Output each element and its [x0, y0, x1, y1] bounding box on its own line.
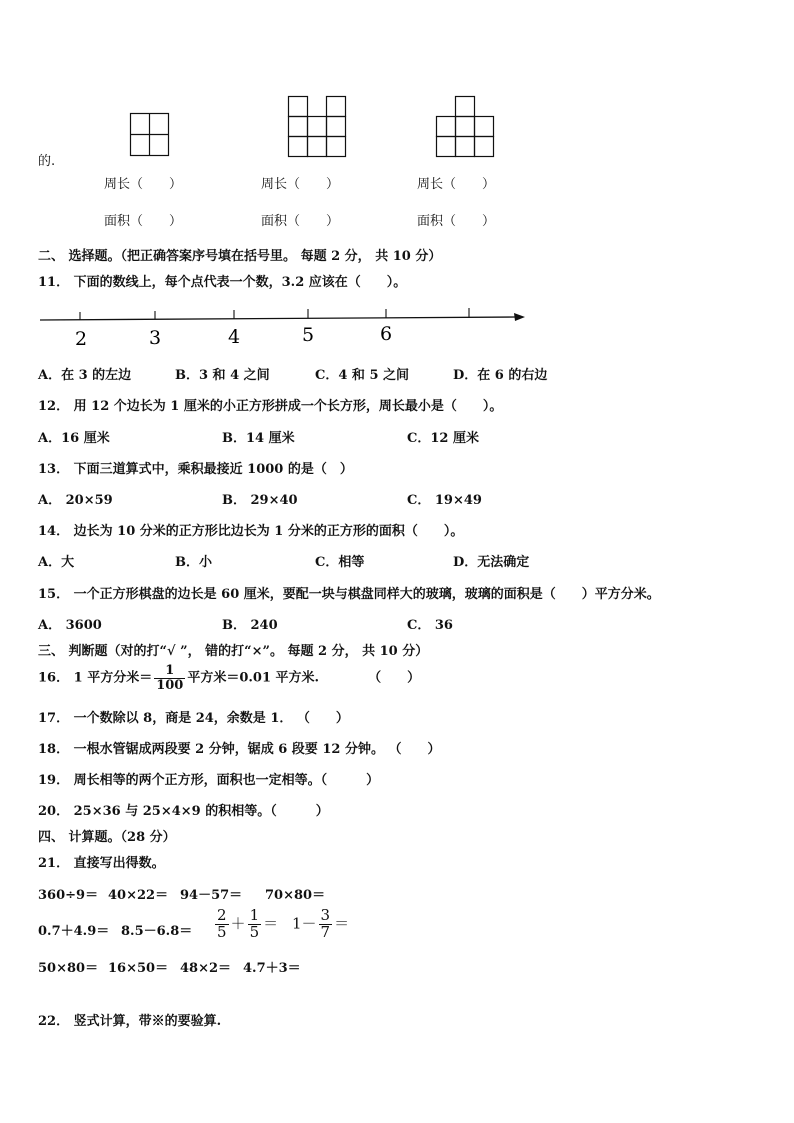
q17 [38, 707, 349, 726]
shape2-area: 面积（ ） [261, 214, 340, 229]
q21-f1-n1: 2 [217, 906, 227, 924]
q20-text: 20． 25×36 与 25×4×9 的积相等。 [38, 804, 271, 819]
q13-option-a: A． 20×59 [38, 493, 113, 508]
q18 [38, 738, 441, 757]
q16-frac-den: 100 [156, 677, 184, 693]
q21-r3-b: 16×50＝ [108, 961, 169, 976]
section2-title: 选择题。（把正确答案序号填在括号里。 每题 2 分， 共 10 分） [68, 249, 442, 264]
q14-option-a: A．大 [38, 555, 75, 570]
q12-option-b: B．14 厘米 [222, 431, 295, 446]
q21-f1-eq: ＝ [263, 914, 279, 933]
q21-fraction-sum [213, 908, 278, 941]
q21-f1-n2: 1 [249, 906, 260, 924]
q21-f2-d: 7 [320, 922, 331, 941]
q21-r3-a: 50×80＝ [38, 961, 99, 976]
q21-r1-c: 94－57＝ [180, 888, 243, 903]
nl-label-2: 2 [75, 328, 88, 350]
q21-f2-n: 3 [320, 906, 331, 924]
section2-number: 二、 [38, 249, 65, 264]
section3-title: 判断题（对的打“√ ”， 错的打“×”。 每题 2 分， 共 10 分） [68, 644, 429, 659]
q21-r2-b: 8.5－6.8＝ [121, 924, 193, 939]
section4-number: 四、 [38, 830, 65, 845]
q21-r3-c: 48×2＝ [180, 961, 232, 976]
shape2-perimeter: 周长（ ） [261, 177, 340, 192]
shape3-perimeter: 周长（ ） [417, 177, 496, 192]
q16-frac-num: 1 [154, 664, 185, 679]
shape-seven-squares [436, 96, 496, 158]
q21-f1-d2: 5 [249, 922, 260, 941]
section3-number: 三、 [38, 644, 65, 659]
q14-option-d: D．无法确定 [453, 555, 530, 570]
q16-answer-paren[interactable]: （ ） [368, 670, 421, 686]
shape3-area: 面积（ ） [417, 214, 496, 229]
q12-option-a: A．16 厘米 [38, 431, 110, 446]
q12-option-c: C．12 厘米 [407, 431, 479, 446]
nl-label-5: 5 [302, 324, 315, 346]
q21-f1-d1: 5 [217, 922, 227, 941]
q21-r1-d: 70×80＝ [265, 888, 326, 903]
q14-option-c: C．相等 [315, 555, 365, 570]
q13-option-c: C． 19×49 [407, 493, 482, 508]
q11-stem: 11． 下面的数线上，每个点代表一个数，3.2 应该在（ ）。 [38, 275, 407, 290]
q15-option-a: A． 3600 [38, 618, 102, 633]
section4-title: 计算题。（28 分） [68, 830, 176, 845]
q16-pre: 16． 1 平方分米＝ [38, 670, 153, 686]
section2-heading [38, 245, 441, 264]
q19 [38, 769, 379, 788]
q13-option-b: B． 29×40 [222, 493, 298, 508]
q11-option-b: B．3 和 4 之间 [175, 368, 270, 383]
q11-option-c: C．4 和 5 之间 [315, 368, 410, 383]
q20 [38, 800, 329, 819]
q22-stem: 22． 竖式计算，带※的要验算. [38, 1014, 222, 1029]
q15-stem: 15． 一个正方形棋盘的边长是 60 厘米，要配一块与棋盘同样大的玻璃，玻璃的面积是（ ）平方分米。 [38, 587, 660, 602]
q13-stem: 13． 下面三道算式中，乘积最接近 1000 的是（ ） [38, 462, 353, 477]
q18-answer-paren[interactable]: （ ） [388, 742, 441, 757]
q16-post: 平方米＝0.01 平方米. [187, 670, 320, 686]
shape1-perimeter: 周长（ ） [104, 177, 183, 192]
q10-tail: 的. [38, 154, 56, 169]
q12-stem: 12． 用 12 个边长为 1 厘米的小正方形拼成一个长方形，周长最小是（ ）。 [38, 399, 503, 414]
q18-text: 18． 一根水管锯成两段要 2 分钟，锯成 6 段要 12 分钟。 [38, 742, 384, 757]
q21-r3-d: 4.7＋3＝ [243, 961, 301, 976]
section3-heading [38, 640, 428, 659]
q14-stem: 14． 边长为 10 分米的正方形比边长为 1 分米的正方形的面积（ ）。 [38, 524, 464, 539]
q21-r1-b: 40×22＝ [108, 888, 169, 903]
q14-option-b: B．小 [175, 555, 212, 570]
q17-text: 17． 一个数除以 8，商是 24，余数是 1． [38, 711, 293, 726]
section4-heading [38, 826, 176, 845]
q19-text: 19． 周长相等的两个正方形，面积也一定相等。 [38, 773, 321, 788]
q21-f2-whole: 1－ [292, 914, 317, 933]
shape-nine-squares [288, 96, 348, 158]
q16 [38, 664, 420, 692]
q21-stem: 21． 直接写出得数。 [38, 856, 165, 871]
q21-r2-a: 0.7＋4.9＝ [38, 924, 110, 939]
q11-option-a: A．在 3 的左边 [38, 368, 132, 383]
q20-answer-paren[interactable]: （ ） [270, 804, 329, 819]
q17-answer-paren[interactable]: （ ） [296, 711, 349, 726]
nl-label-3: 3 [149, 327, 162, 349]
q21-f1-op: ＋ [230, 914, 246, 933]
shape-2x2-square [130, 113, 170, 158]
number-line [38, 305, 538, 350]
q19-answer-paren[interactable]: （ ） [320, 773, 380, 788]
nl-label-4: 4 [228, 326, 241, 348]
q15-option-b: B． 240 [222, 618, 278, 633]
q15-option-c: C． 36 [407, 618, 453, 633]
q21-r1-a: 360÷9＝ [38, 888, 99, 903]
shape1-area: 面积（ ） [104, 214, 183, 229]
q21-f2-eq: ＝ [334, 914, 350, 933]
nl-label-6: 6 [380, 323, 393, 345]
q11-option-d: D．在 6 的右边 [453, 368, 548, 383]
q21-fraction-diff [292, 908, 349, 941]
q16-fraction [154, 664, 185, 692]
